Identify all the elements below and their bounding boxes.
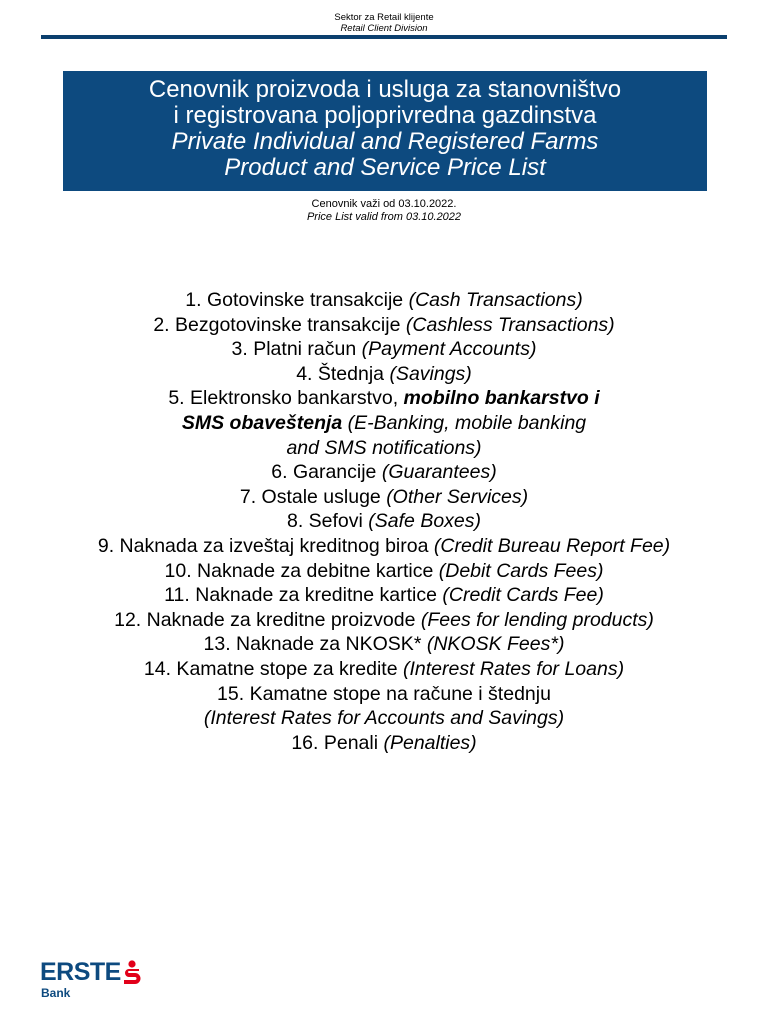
toc-item-3[interactable]: [0, 337, 768, 362]
toc-item-label: 16. Penali: [291, 731, 379, 754]
toc-item-label: 3. Platni račun: [231, 338, 357, 361]
department-name-en: Retail Client Division: [340, 23, 428, 34]
toc-item-english: (Safe Boxes): [368, 510, 482, 533]
toc-item-label: 6. Garancije: [271, 461, 377, 484]
title-banner: [63, 71, 707, 191]
toc-item-label: 2. Bezgotovinske transakcije: [153, 313, 401, 336]
department-name-sr: Sektor za Retail klijente: [334, 12, 434, 23]
toc-item-label: 15. Kamatne stope na račune i štednju: [217, 682, 551, 705]
toc-item-6[interactable]: [0, 460, 768, 485]
toc-item-5-cont-2[interactable]: [0, 436, 768, 461]
toc-item-8[interactable]: [0, 509, 768, 534]
toc-item-13[interactable]: [0, 632, 768, 657]
toc-item-label: 1. Gotovinske transakcije: [185, 289, 404, 311]
toc-item-5[interactable]: [0, 386, 768, 411]
logo-wordmark: ERSTE: [40, 958, 121, 986]
title-line-1: Cenovnik proizvoda i usluga za stanovništvo: [148, 76, 622, 103]
title-line-2: i registrovana poljoprivredna gazdinstva: [173, 102, 597, 129]
validity-sr: Cenovnik važi od 03.10.2022.: [311, 198, 457, 210]
toc-item-label: 9. Naknada za izveštaj kreditnog biroa: [97, 534, 429, 557]
header-rule: [41, 35, 727, 39]
toc-item-english: (Fees for lending products): [420, 608, 654, 631]
toc-item-label-emphasis: mobilno bankarstvo i: [403, 387, 600, 410]
toc-item-english: (Payment Accounts): [361, 338, 537, 361]
toc-item-label: 11. Naknade za kreditne kartice: [164, 584, 437, 607]
erste-bank-logo: [40, 958, 160, 1002]
toc-item-7[interactable]: [0, 485, 768, 510]
toc-item-label: 7. Ostale usluge: [239, 485, 381, 508]
toc-item-english: (Guarantees): [381, 461, 497, 484]
toc-item-4[interactable]: [0, 362, 768, 387]
toc-item-english: and SMS notifications): [286, 436, 482, 459]
toc-item-english: (NKOSK Fees*): [426, 633, 565, 656]
toc-item-9[interactable]: [0, 534, 768, 559]
toc-item-5-cont[interactable]: [0, 411, 768, 436]
division-header: [0, 12, 768, 34]
toc-item-label: 14. Kamatne stope za kredite: [143, 657, 398, 680]
erste-s-mark-icon: [120, 960, 144, 986]
toc-item-11[interactable]: [0, 583, 768, 608]
toc-item-label: 12. Naknade za kreditne proizvode: [114, 608, 416, 631]
logo-subtitle: Bank: [41, 986, 71, 1000]
toc-item-16[interactable]: [0, 731, 768, 756]
toc-item-english: (Debit Cards Fees): [438, 559, 604, 582]
toc-item-12[interactable]: [0, 608, 768, 633]
toc-item-label: 8. Sefovi: [286, 510, 363, 533]
toc-item-2[interactable]: [0, 313, 768, 338]
toc-item-1[interactable]: [0, 288, 768, 313]
toc-item-label-emphasis: SMS obaveštenja: [181, 411, 343, 434]
title-line-4-en: Product and Service Price List: [224, 154, 546, 181]
toc-item-label: 13. Naknade za NKOSK*: [203, 633, 422, 656]
table-of-contents: [0, 288, 768, 755]
toc-item-english: (Cash Transactions): [408, 289, 583, 311]
toc-item-label: 10. Naknade za debitne kartice: [164, 559, 434, 582]
toc-item-english: (Penalties): [383, 731, 477, 754]
validity-en: Price List valid from 03.10.2022: [306, 211, 462, 223]
toc-item-14[interactable]: [0, 657, 768, 682]
toc-item-15[interactable]: [0, 682, 768, 707]
title-line-3-en: Private Individual and Registered Farms: [171, 128, 599, 155]
toc-item-english: (Cashless Transactions): [405, 313, 615, 336]
toc-item-english: (Interest Rates for Accounts and Savings): [203, 707, 565, 730]
toc-item-label: 4. Štednja: [296, 362, 385, 385]
toc-item-english: (Other Services): [386, 485, 529, 508]
toc-item-english: (Credit Cards Fee): [442, 584, 604, 607]
toc-item-english: (Savings): [389, 362, 472, 385]
toc-item-english: (E-Banking, mobile banking: [347, 411, 587, 434]
validity-note: [0, 198, 768, 224]
toc-item-10[interactable]: [0, 559, 768, 584]
toc-item-english: (Interest Rates for Loans): [402, 657, 625, 680]
toc-item-label: 5. Elektronsko bankarstvo,: [168, 387, 399, 410]
toc-item-english: (Credit Bureau Report Fee): [433, 534, 671, 557]
toc-item-15-cont[interactable]: [0, 706, 768, 731]
